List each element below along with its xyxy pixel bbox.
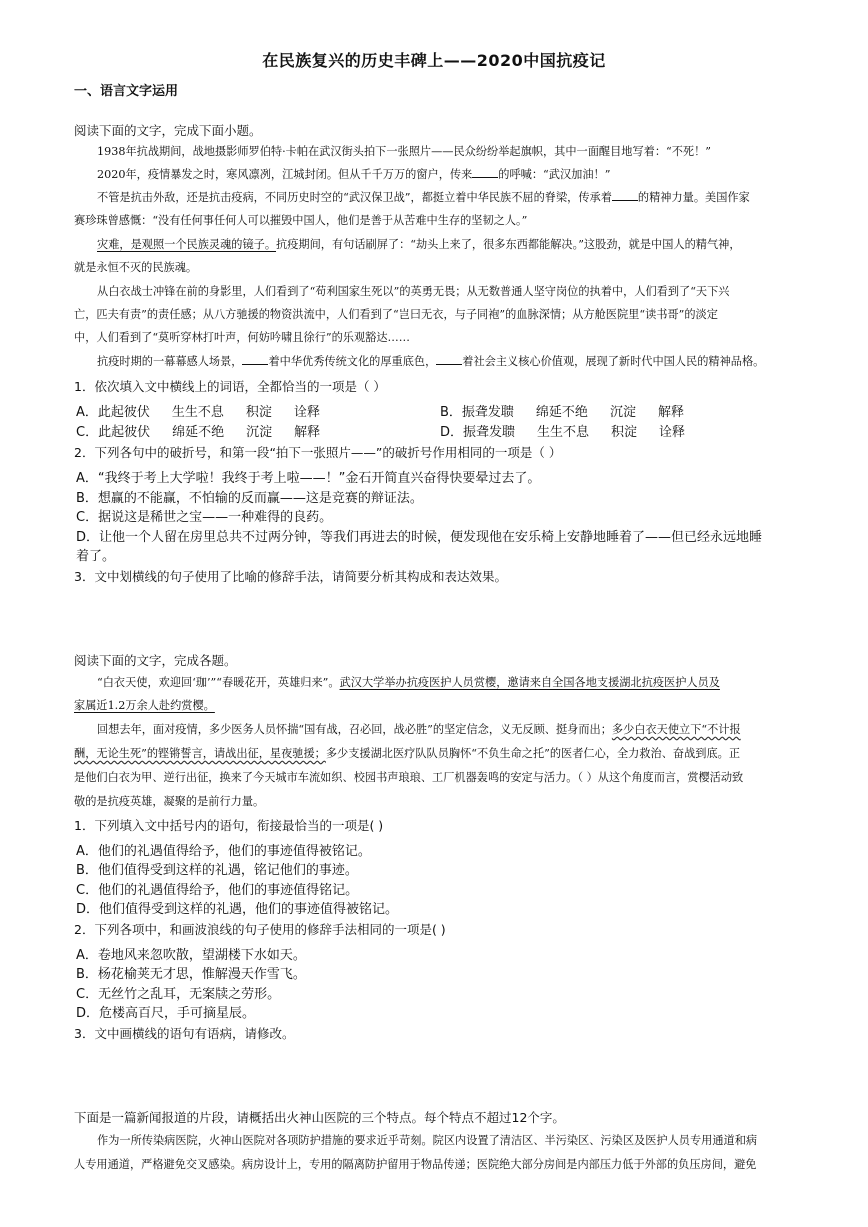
part1-question-1: 1．依次填入文中横线上的词语，全都恰当的一项是（ ） bbox=[74, 379, 386, 394]
wavy-line-sentence-cont: 酬，无论生死”的铿锵誓言，请战出征，星夜驰援； bbox=[74, 747, 326, 760]
part2-paragraph-1 bbox=[97, 674, 720, 690]
part2-paragraph-2-line-2 bbox=[74, 745, 740, 761]
p2-q2-option-d[interactable]: D．危楼高百尺，手可摘星辰。 bbox=[76, 1006, 256, 1021]
part1-paragraph-2 bbox=[97, 166, 610, 182]
p2-q1-option-b[interactable]: B．他们值得受到这样的礼遇，铭记他们的事迹。 bbox=[76, 863, 358, 878]
part1-question-2: 2．下列各句中的破折号，和第一段“拍下一张照片——”的破折号作用相同的一项是（ ） bbox=[74, 445, 562, 460]
q2-option-b[interactable]: B．想赢的不能赢，不怕输的反而赢——这是竞赛的辩证法。 bbox=[76, 491, 423, 506]
part3-paragraph-line-1: 作为一所传染病医院，火神山医院对各项防护措施的要求近乎苛刻。院区内设置了清洁区、半污染区、污染区及医护人员专用通道和病 bbox=[97, 1134, 758, 1147]
part1-paragraph-4 bbox=[97, 236, 741, 252]
part1-p3-text-b: 的精神力量。美国作家 bbox=[637, 191, 750, 204]
wavy-line-sentence: 多少白衣天使立下“不计报 bbox=[611, 723, 741, 736]
q1-option-d-label: D．振聋发聩 bbox=[440, 425, 516, 440]
part1-question-3: 3．文中划横线的句子使用了比喻的修辞手法，请简要分析其构成和表达效果。 bbox=[74, 569, 507, 584]
part2-question-2: 2．下列各项中，和画波浪线的句子使用的修辞手法相同的一项是( ) bbox=[74, 922, 446, 937]
part1-paragraph-3-cont: 赛珍珠曾感慨：“没有任何事任何人可以摧毁中国人，他们是善于从苦难中生存的坚韧之人。” bbox=[74, 214, 528, 227]
q1-option-d-word-4: 诠释 bbox=[659, 425, 686, 440]
q1-option-c-word-4: 解释 bbox=[294, 425, 321, 440]
part1-paragraph-3 bbox=[97, 189, 750, 205]
part1-paragraph-1: 1938年抗战期间，战地摄影师罗伯特·卡帕在武汉街头拍下一张照片——民众纷纷举起旗帜，其中一面醒目地写着：“不死！” bbox=[97, 145, 712, 158]
p2-q2-option-c[interactable]: C．无丝竹之乱耳，无案牍之劳形。 bbox=[76, 987, 281, 1002]
q1-option-b-word-2: 绵延不绝 bbox=[535, 405, 588, 420]
q1-option-c-word-2: 绵延不绝 bbox=[172, 425, 225, 440]
q1-option-a-word-3: 积淀 bbox=[245, 405, 272, 420]
part1-p3-text-a: 不管是抗击外敌，还是抗击疫病，不同历史时空的“武汉保卫战”，都挺立着中华民族不屈的脊梁，传承着 bbox=[97, 191, 612, 204]
part1-paragraph-5-line-3: 中，人们看到了“莫听穿林打叶声，何妨吟啸且徐行”的乐观豁达…… bbox=[74, 331, 410, 344]
p2-q1-option-a[interactable]: A．他们的礼遇值得给予，他们的事迹值得被铭记。 bbox=[76, 844, 371, 859]
q1-option-b-word-4: 解释 bbox=[657, 405, 684, 420]
part1-paragraph-5-line-1: 从白衣战士冲锋在前的身影里，人们看到了“苟利国家生死以”的英勇无畏；从无数普通人坚守岗位的执着中，人们看到了“天下兴 bbox=[97, 285, 730, 298]
q1-option-d-word-3: 积淀 bbox=[611, 425, 638, 440]
part1-paragraph-5-line-2: 亡，匹夫有责”的责任感；从八方驰援的物资洪流中，人们看到了“岂曰无衣，与子同袍”的血脉深情；从方舱医院里“读书哥”的淡定 bbox=[74, 308, 718, 321]
q1-option-a-word-2: 生生不息 bbox=[171, 405, 224, 420]
part1-p6-text-a: 抗疫时期的一幕幕感人场景， bbox=[97, 355, 243, 368]
p2-q1-option-c[interactable]: C．他们的礼遇值得给予，他们的事迹值得铭记。 bbox=[76, 883, 359, 898]
q1-option-d-word-2: 生生不息 bbox=[537, 425, 590, 440]
section-heading: 一、语言文字运用 bbox=[74, 84, 179, 99]
q1-option-b-word-3: 沉淀 bbox=[609, 405, 636, 420]
q1-option-b[interactable] bbox=[440, 401, 684, 420]
part1-paragraph-4-cont: 就是永恒不灭的民族魂。 bbox=[74, 261, 198, 274]
q2-option-d[interactable]: D．让他一个人留在房里总共不过两分钟，等我们再进去的时候，便发现他在安乐椅上安静地睡着了——但已经永远地睡 bbox=[76, 530, 763, 545]
part2-question-3: 3．文中画横线的语句有语病，请修改。 bbox=[74, 1026, 295, 1041]
part1-intro: 阅读下面的文字，完成下面小题。 bbox=[74, 123, 262, 138]
p2-q2-option-a[interactable]: A．卷地风来忽吹散，望湖楼下水如天。 bbox=[76, 948, 306, 963]
part1-p6-text-c: 着社会主义核心价值观，展现了新时代中国人民的精神品格。 bbox=[462, 355, 765, 368]
underlined-metaphor-sentence: 灾难，是观照一个民族灵魂的镜子。 bbox=[97, 238, 277, 251]
q1-option-c-word-3: 沉淀 bbox=[246, 425, 273, 440]
part1-p6-text-b: 着中华优秀传统文化的厚重底色， bbox=[268, 355, 437, 368]
underlined-faulty-sentence: 武汉大学举办抗疫医护人员赏樱，邀请来自全国各地支援湖北抗疫医护人员及 bbox=[339, 676, 720, 689]
fill-blank-2 bbox=[612, 189, 638, 201]
q1-option-a-label: A．此起彼伏 bbox=[76, 405, 150, 420]
fill-blank-4 bbox=[436, 353, 462, 365]
page-title: 在民族复兴的历史丰碑上——2020中国抗疫记 bbox=[262, 51, 606, 70]
part2-p2-text-b: 多少支援湖北医疗队队员胸怀“不负生命之托”的医者仁心，全力救治、奋战到底。正 bbox=[325, 747, 741, 760]
q1-option-a[interactable] bbox=[76, 401, 320, 420]
part2-paragraph-2-line-3: 是他们白衣为甲、逆行出征，换来了今天城市车流如织、校园书声琅琅、工厂机器轰鸣的安定与活力。（ ）从这个角度而言，赏樱活动致 bbox=[74, 771, 744, 784]
q2-option-a[interactable]: A．“我终于考上大学啦！我终于考上啦——！”金石开简直兴奋得快要晕过去了。 bbox=[76, 471, 541, 486]
part2-paragraph-2-line-4: 敬的是抗疫英雄，凝聚的是前行力量。 bbox=[74, 795, 265, 808]
p2-q2-option-b[interactable]: B．杨花榆荚无才思，惟解漫天作雪飞。 bbox=[76, 967, 306, 982]
part2-p1-text-a: “白衣天使，欢迎回‘珈’”“春暖花开，英雄归来”。 bbox=[97, 676, 340, 689]
part2-question-1: 1．下列填入文中括号内的语句，衔接最恰当的一项是( ) bbox=[74, 818, 384, 833]
p2-q1-option-d[interactable]: D．他们值得受到这样的礼遇，他们的事迹值得被铭记。 bbox=[76, 902, 399, 917]
part2-intro: 阅读下面的文字，完成各题。 bbox=[74, 653, 237, 668]
fill-blank-3 bbox=[242, 353, 268, 365]
q1-option-d[interactable] bbox=[440, 421, 685, 440]
underlined-faulty-sentence-cont: 家属近1.2万余人赴约赏樱。 bbox=[74, 699, 215, 712]
fill-blank-1 bbox=[472, 166, 498, 178]
part2-paragraph-2-line-1 bbox=[97, 721, 741, 737]
q2-option-d-cont: 着了。 bbox=[76, 549, 116, 564]
part2-p2-text-a: 回想去年，面对疫情，多少医务人员怀揣“国有战，召必回，战必胜”的坚定信念，义无反顾、挺身而出； bbox=[97, 723, 612, 736]
q1-option-c-label: C．此起彼伏 bbox=[76, 425, 151, 440]
part2-paragraph-1-cont bbox=[74, 697, 215, 713]
part1-p2-text-a: 2020年，疫情暴发之时，寒风凛冽，江城封闭。但从千千万万的窗户，传来 bbox=[97, 168, 473, 181]
part3-intro: 下面是一篇新闻报道的片段，请概括出火神山医院的三个特点。每个特点不超过12个字。 bbox=[74, 1110, 565, 1125]
q1-option-b-label: B．振聋发聩 bbox=[440, 405, 514, 420]
part1-p4-text-b: 抗疫期间，有句话刷屏了：“劫头上来了，很多东西都能解决。”这股劲，就是中国人的精气神， bbox=[276, 238, 741, 251]
part1-p2-text-b: 的呼喊：“武汉加油！” bbox=[498, 168, 611, 181]
q1-option-c[interactable] bbox=[76, 421, 320, 440]
part3-paragraph-line-2: 人专用通道，严格避免交叉感染。病房设计上，专用的隔离防护留用于物品传递；医院绝大部分房间是内部压力低于外部的负压房间，避免 bbox=[74, 1158, 757, 1171]
part1-paragraph-6 bbox=[97, 353, 764, 369]
q1-option-a-word-4: 诠释 bbox=[293, 405, 320, 420]
q2-option-c[interactable]: C．据说这是稀世之宝——一种难得的良药。 bbox=[76, 510, 333, 525]
